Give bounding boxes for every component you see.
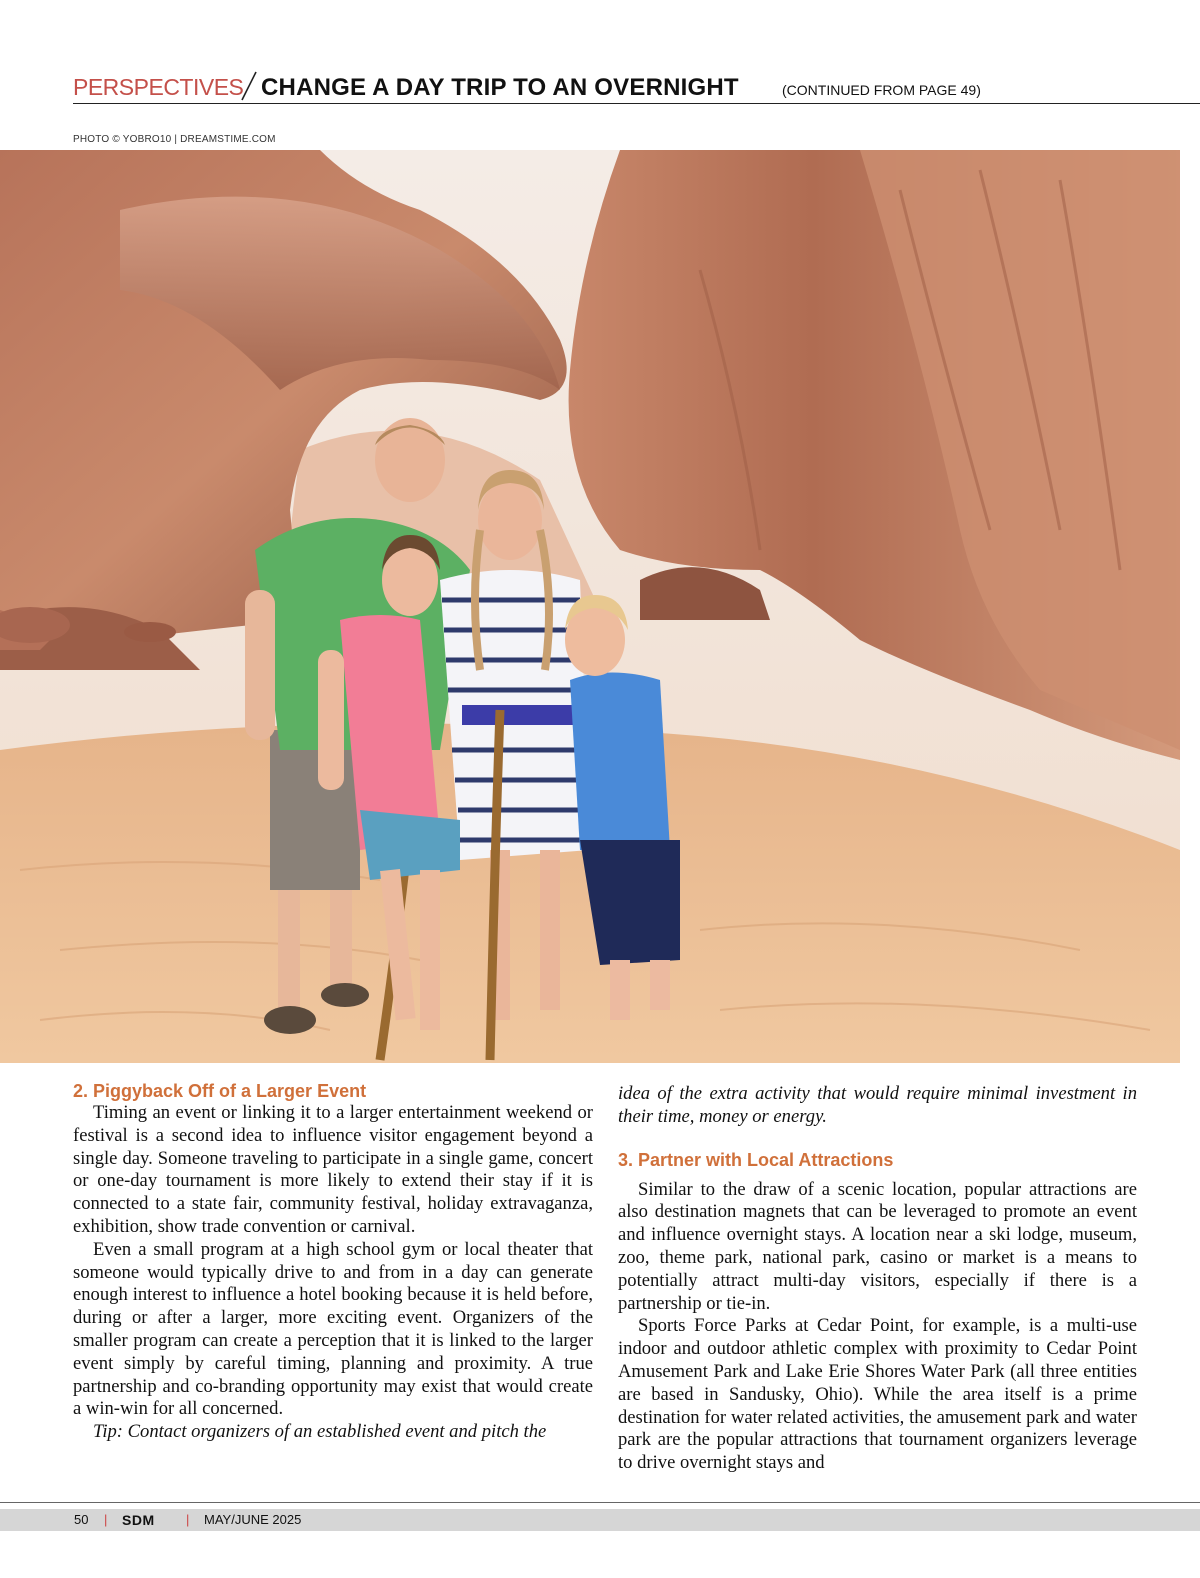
paragraph: Timing an event or linking it to a larger entertainment weekend or festival is a second idea to influence visitor engagement beyond a single day. Someone traveling to participate in a single game, concert or one-day tournament is more likely to extend their stay if it is connected to a state fair, community festival, holiday extravaganza, exhibition, show trade convention or carnival.: [73, 1102, 593, 1237]
subheading-partner: 3. Partner with Local Attractions: [618, 1149, 894, 1170]
family-canyon-photo: [0, 150, 1180, 1063]
paragraph: Similar to the draw of a scenic location, popular attractions are also destination magnets that can be leveraged to promote an event and influence overnight stays. A location near a ski lodge, museum, zoo, theme park, national park, casino or market is a means to potentially attract multi-day visitors, especially if there is a partnership or tie-in.: [618, 1178, 1137, 1314]
subheading-piggyback: 2. Piggyback Off of a Larger Event: [73, 1081, 367, 1101]
page-footer: [0, 1509, 1200, 1531]
headline: CHANGE A DAY TRIP TO AN OVERNIGHT: [261, 74, 739, 101]
tip-paragraph: Tip: Contact organizers of an established event and pitch the: [93, 1421, 547, 1443]
header-rule: [73, 103, 1200, 104]
issue-date: MAY/JUNE 2025: [204, 1512, 302, 1527]
paragraph: Even a small program at a high school gym or local theater that someone would typically drive to and from in a day can generate enough interest to influence a hotel booking because it is held before, during or after a larger, more exciting event. Organizers of the smaller program can create a perception that it is linked to the larger event simply by careful timing, planning and proximity. A true partnership and co-branding opportunity may exist that would create a win-win for all concerned.: [73, 1238, 593, 1420]
section-label: PERSPECTIVES: [73, 74, 244, 100]
article-column-left: [73, 1080, 593, 1444]
continued-note: (CONTINUED FROM PAGE 49): [782, 82, 981, 98]
footer-rule: [0, 1502, 1200, 1503]
tip-continuation: idea of the extra activity that would require minimal investment in their time, money or energy.: [618, 1083, 1137, 1127]
magazine-name: SDM: [122, 1512, 155, 1528]
page-header: [73, 74, 1200, 104]
page-number: 50: [74, 1512, 89, 1527]
article-column-right: [618, 1083, 1137, 1475]
paragraph: Sports Force Parks at Cedar Point, for example, is a multi-use indoor and outdoor athletic complex with proximity to Cedar Point Amusement Park and Lake Erie Shores Water Park (all three entities are based in Sandusky, Ohio). While the area itself is a prime destination for water related activities, the amusement park and water park are the popular attractions that tournament organizers leverage to drive overnight stays and: [618, 1315, 1137, 1474]
footer-separator: |: [104, 1512, 108, 1527]
photo-credit: PHOTO © YOBRO10 | DREAMSTIME.COM: [73, 134, 276, 145]
slash-divider: [239, 70, 259, 102]
footer-separator: |: [186, 1512, 190, 1527]
